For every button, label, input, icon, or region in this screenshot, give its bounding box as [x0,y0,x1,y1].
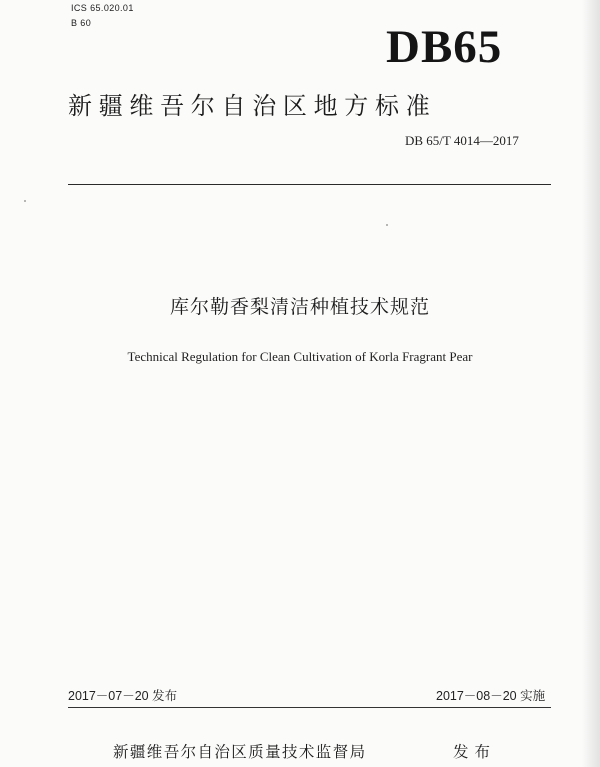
scan-edge-shadow [582,0,600,767]
standard-type-heading: 新疆维吾尔自治区地方标准 [68,92,437,120]
implementation-date: 2017－08－20 实施 [436,689,546,703]
ics-code: ICS 65.020.01 [71,3,134,13]
scan-speck [24,200,26,202]
bottom-divider [68,707,551,708]
ccs-code: B 60 [71,18,92,28]
standard-code-logo: DB65 [386,21,503,73]
document-title-english: Technical Regulation for Clean Cultivation of Korla Fragrant Pear [127,349,473,364]
document-title-chinese: 库尔勒香梨清洁种植技术规范 [169,296,430,318]
issuing-action: 发布 [453,743,497,761]
issuing-authority: 新疆维吾尔自治区质量技术监督局 [113,743,367,761]
scan-speck [386,224,388,226]
issue-date: 2017－07－20 发布 [68,689,178,703]
top-divider [68,184,551,185]
standard-number: DB 65/T 4014—2017 [405,133,519,148]
